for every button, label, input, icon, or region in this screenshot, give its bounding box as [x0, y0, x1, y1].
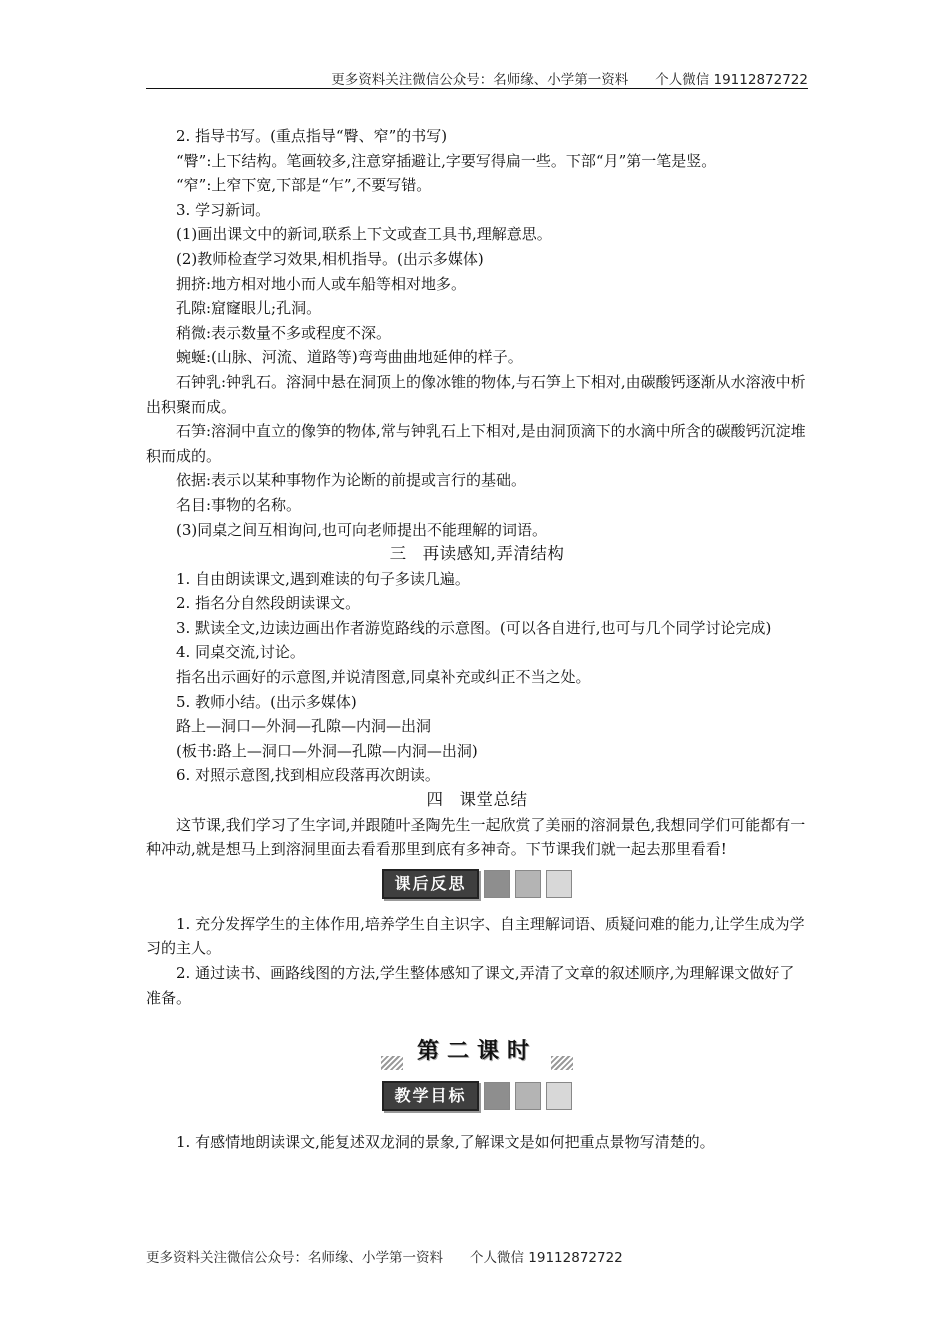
- paragraph: (2)教师检查学习效果,相机指导。(出示多媒体): [176, 249, 484, 268]
- paragraph: 2. 指名分自然段朗读课文。: [176, 594, 361, 613]
- paragraph: 2. 通过读书、画路线图的方法,学生整体感知了课文,弄清了文章的叙述顺序,为理解课文做好了准备。: [146, 964, 795, 1007]
- paragraph: “窄”:上窄下宽,下部是“乍”,不要写错。: [176, 176, 432, 195]
- definition-kongxi: 孔隙:窟窿眼儿;孔洞。: [176, 299, 322, 318]
- paragraph: 1. 充分发挥学生的主体作用,培养学生自主识字、自主理解词语、质疑问难的能力,让学生成为学习的主人。: [146, 914, 805, 958]
- reflection-banner-row: [146, 868, 808, 908]
- banner-square-icon: [546, 1082, 572, 1110]
- definition-mingmu: 名目:事物的名称。: [176, 495, 302, 514]
- header-divider: [146, 88, 808, 89]
- paragraph: 这节课,我们学习了生字词,并跟随叶圣陶先生一起欣赏了美丽的溶洞景色,我想同学们可能都有一种冲动,就是想马上到溶洞里面去看看那里到底有多神奇。下节课我们就一起去那里看看!: [146, 815, 806, 859]
- banner-square-icon: [515, 1082, 541, 1110]
- objectives-banner: [382, 1080, 571, 1112]
- objectives-banner-label: 教学目标: [382, 1081, 478, 1111]
- definition-shisun: 石笋:溶洞中直立的像笋的物体,常与钟乳石上下相对,是由洞顶滴下的水滴中所含的碳酸钙沉淀堆积而成的。: [146, 422, 806, 465]
- blackboard-note: (板书:路上—洞口—外洞—孔隙—内洞—出洞): [176, 741, 478, 760]
- reflection-banner: [382, 868, 571, 900]
- paragraph: 4. 同桌交流,讨论。: [176, 643, 305, 662]
- paragraph: 3. 默读全文,边读边画出作者游览路线的示意图。(可以各自进行,也可与几个同学讨论完成): [176, 618, 772, 637]
- paragraph: (3)同桌之间互相询问,也可向老师提出不能理解的词语。: [176, 520, 548, 539]
- banner-square-icon: [546, 870, 572, 898]
- section-heading-4: 四 课堂总结: [426, 790, 528, 810]
- paragraph: 5. 教师小结。(出示多媒体): [176, 692, 357, 711]
- page-header: 更多资料关注微信公众号：名师缘、小学第一资料 个人微信 19112872722: [331, 72, 808, 88]
- paragraph: 3. 学习新词。: [176, 200, 271, 219]
- paragraph: (1)画出课文中的新词,联系上下文或查工具书,理解意思。: [176, 225, 552, 244]
- paragraph: 指名出示画好的示意图,并说清图意,同桌补充或纠正不当之处。: [176, 668, 591, 687]
- definition-yiju: 依据:表示以某种事物作为论断的前提或言行的基础。: [176, 471, 527, 490]
- section-heading-3: 三 再读感知,弄清结构: [389, 544, 565, 564]
- banner-square-icon: [484, 1082, 510, 1110]
- paragraph: 1. 自由朗读课文,遇到难读的句子多读几遍。: [176, 569, 470, 588]
- page-footer: 更多资料关注微信公众号：名师缘、小学第一资料 个人微信 19112872722: [146, 1250, 623, 1266]
- paragraph: “臀”:上下结构。笔画较多,注意穿插避让,字要写得扁一些。下部“月”第一笔是竖。: [176, 151, 717, 170]
- document-body: [146, 124, 808, 1155]
- paragraph: 1. 有感情地朗读课文,能复述双龙洞的景象,了解课文是如何把重点景物写清楚的。: [176, 1133, 715, 1152]
- objectives-banner-row: [146, 1080, 808, 1120]
- banner-square-icon: [515, 870, 541, 898]
- paragraph: 2. 指导书写。(重点指导“臀、窄”的书写): [176, 127, 448, 145]
- reflection-banner-label: 课后反思: [382, 869, 478, 899]
- paragraph: 6. 对照示意图,找到相应段落再次朗读。: [176, 766, 440, 785]
- definition-shizhongru: 石钟乳:钟乳石。溶洞中悬在洞顶上的像冰锥的物体,与石笋上下相对,由碳酸钙逐渐从水溶液中析出积聚而成。: [146, 372, 806, 416]
- banner-square-icon: [484, 870, 510, 898]
- definition-yongji: 拥挤:地方相对地小而人或车船等相对地多。: [176, 274, 467, 293]
- lesson-title: 第二课时: [387, 1034, 567, 1070]
- lesson-title-row: [146, 1034, 808, 1074]
- route-sequence: 路上—洞口—外洞—孔隙—内洞—出洞: [176, 717, 432, 736]
- definition-shaowei: 稍微:表示数量不多或程度不深。: [176, 323, 392, 342]
- definition-wanyan: 蜿蜒:(山脉、河流、道路等)弯弯曲曲地延伸的样子。: [176, 348, 523, 367]
